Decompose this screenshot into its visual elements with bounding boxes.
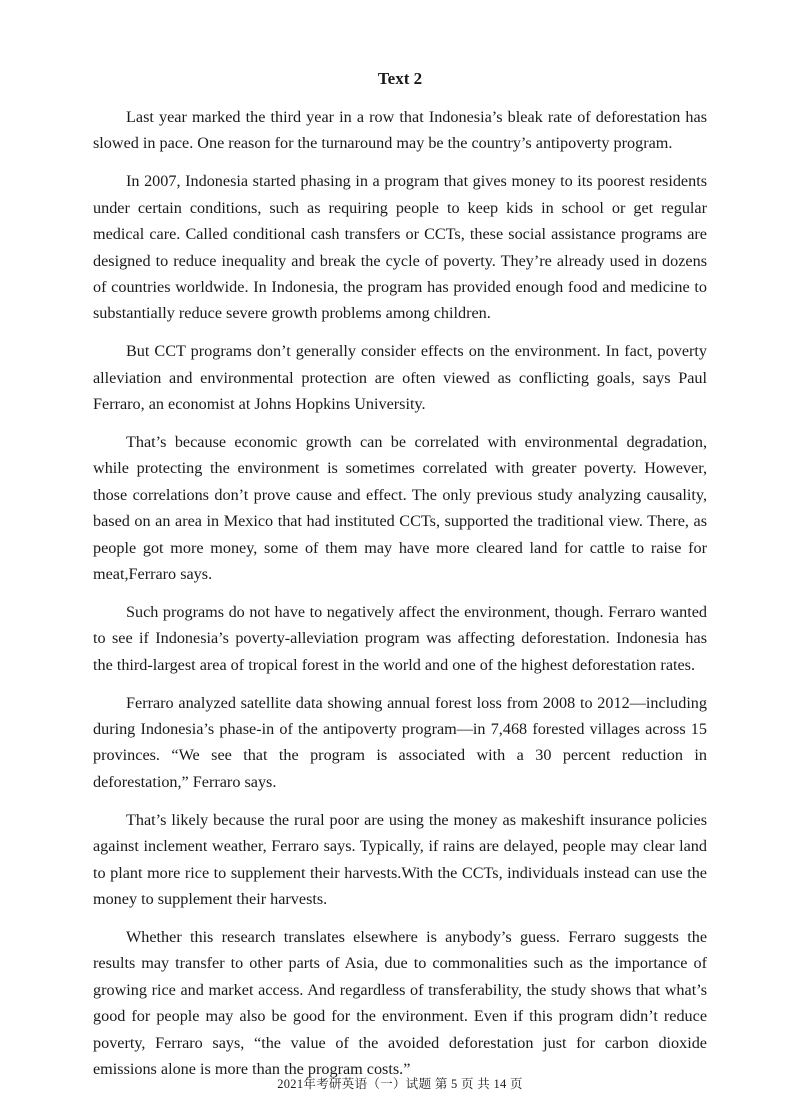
paragraph-1: Last year marked the third year in a row that Indonesia’s bleak rate of deforestation has slowed in pace. One reason for the turnaround may be the country’s antipoverty program. — [93, 108, 707, 153]
paragraph-4: That’s because economic growth can be correlated with environmental degradation, while protecting the environment is sometimes correlated with greater poverty. However, those correlations don’t prove cause and effect. The only previous study analyzing causality, based on an area in Mexico that had instituted CCTs, supported the traditional view. There, as people got more money, some of them may have more cleared land for cattle to raise for meat,Ferraro says. — [93, 432, 707, 583]
passage-body — [93, 104, 707, 1094]
paragraph-5: Such programs do not have to negatively affect the environment, though. Ferraro wanted to see if Indonesia’s poverty-alleviation program was affecting deforestation. Indonesia has the third-largest area of tropical forest in the world and one of the highest deforestation rates. — [93, 602, 707, 674]
paragraph-7: That’s likely because the rural poor are using the money as makeshift insurance policies against inclement weather, Ferraro says. Typically, if rains are delayed, people may clear land to plant more rice to supplement their harvests.With the CCTs, individuals instead can use the money to supplement their harvests. — [93, 810, 707, 908]
paragraph-2: In 2007, Indonesia started phasing in a program that gives money to its poorest residents under certain conditions, such as requiring people to keep kids in school or get regular medical care. Called conditional cash transfers or CCTs, these social assistance programs are designed to reduce inequality and break the cycle of poverty. They’re already used in dozens of countries worldwide. In Indonesia, the program has provided enough food and medicine to substantially reduce severe growth problems among children. — [93, 172, 707, 323]
paragraph-3: But CCT programs don’t generally consider effects on the environment. In fact, poverty alleviation and environmental protection are often viewed as conflicting goals, says Paul Ferraro, an economist at Johns Hopkins University. — [93, 342, 707, 414]
paragraph-8: Whether this research translates elsewhere is anybody’s guess. Ferraro suggests the results may transfer to other parts of Asia, due to commonalities such as the importance of growing rice and market access. And regardless of transferability, the study shows that what’s good for people may also be good for the environment. Even if this program didn’t reduce poverty, Ferraro says, “the value of the avoided deforestation just for carbon dioxide emissions alone is more than the program costs.” — [93, 927, 707, 1078]
page-footer: 2021年考研英语（一）试题 第 5 页 共 14 页 — [277, 1077, 523, 1091]
paragraph-6: Ferraro analyzed satellite data showing annual forest loss from 2008 to 2012—including during Indonesia’s phase-in of the antipoverty program—in 7,468 forested villages across 15 provinces. “We see that the program is associated with a 30 percent reduction in deforestation,” Ferraro says. — [93, 693, 707, 791]
section-title: Text 2 — [377, 69, 423, 88]
